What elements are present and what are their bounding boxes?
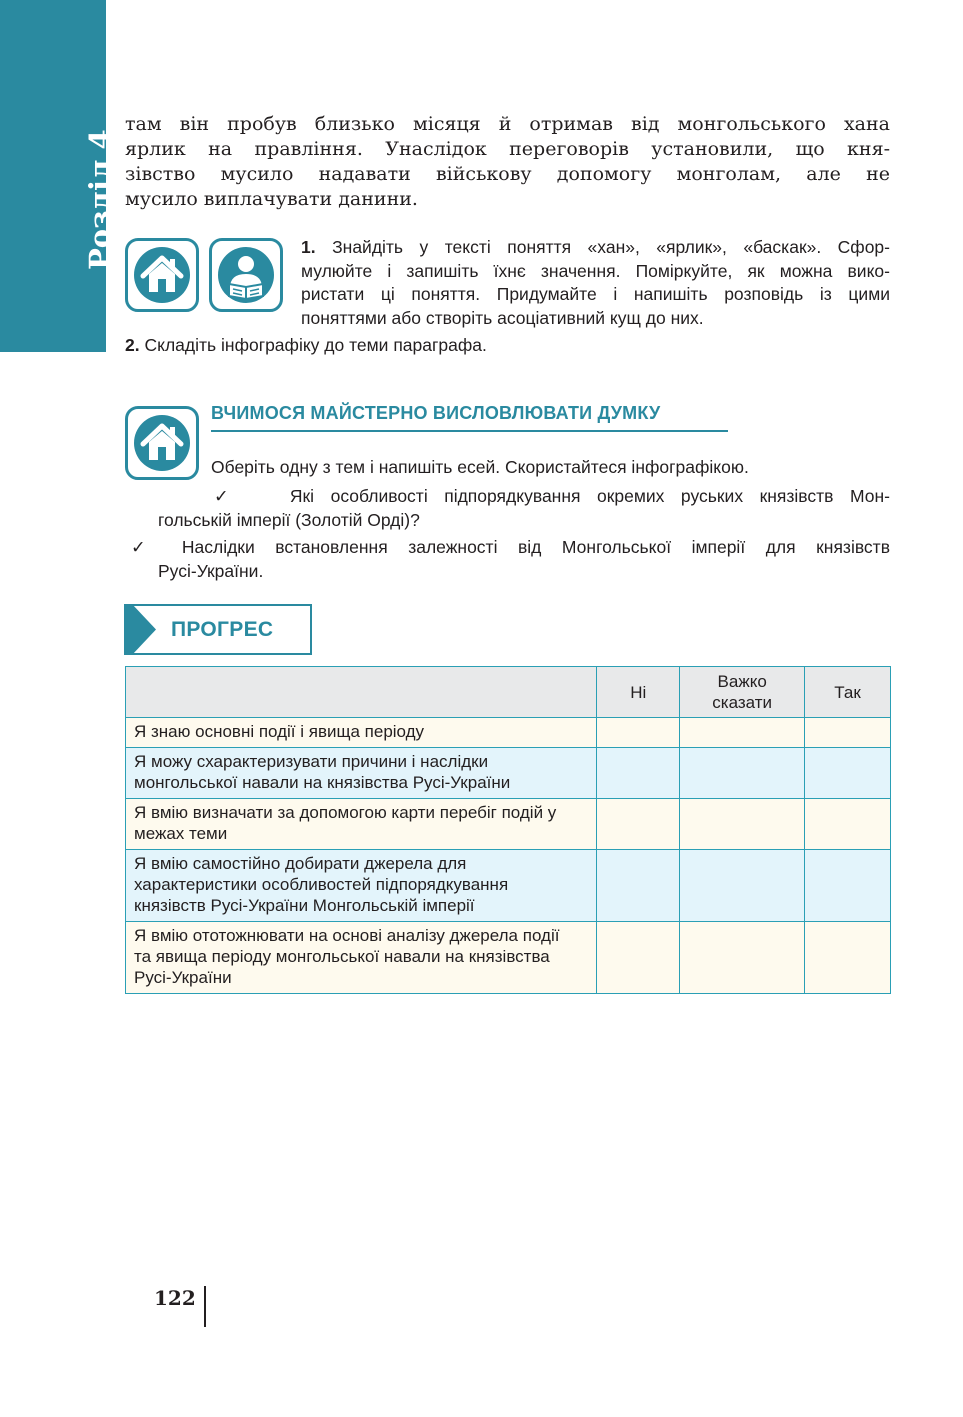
answer-cell-hard-to-say[interactable] <box>680 922 805 994</box>
answer-cell-yes[interactable] <box>805 922 891 994</box>
chapter-label: Розділ 4 <box>83 129 117 270</box>
column-header-hard-to-say: Важко сказати <box>680 667 805 718</box>
answer-cell-no[interactable] <box>597 850 680 922</box>
answer-cell-no[interactable] <box>597 799 680 850</box>
statement-cell: Я можу схарактеризувати причини і наслідки монгольської навали на князівства Русі-України <box>126 748 597 799</box>
essay-topic-2-text: Наслідки встановлення залежності від Монгольської імперії для князівств <box>181 537 890 557</box>
task-1-line: ристати ці поняття. Придумайте і напишіть розповідь із цими <box>301 284 890 304</box>
task-1-number: 1. <box>301 237 316 257</box>
table-header-row <box>126 667 891 718</box>
answer-cell-hard-to-say[interactable] <box>680 799 805 850</box>
essay-topic-2 <box>131 535 890 583</box>
task-2 <box>125 334 487 358</box>
task-2-number: 2. <box>125 335 140 355</box>
progress-banner <box>124 604 312 655</box>
table-row <box>126 922 891 994</box>
progress-table <box>125 666 891 994</box>
table-row <box>126 799 891 850</box>
check-mark-icon: ✓ <box>214 486 241 506</box>
body-line: там він пробув близько місяця й отримав від монгольського хана <box>125 113 890 135</box>
answer-cell-yes[interactable] <box>805 718 891 748</box>
task-1-line: поняттями або створіть асоціативний кущ до них. <box>301 307 704 328</box>
statement-cell: Я вмію визначати за допомогою карти перебіг подій у межах теми <box>126 799 597 850</box>
answer-cell-yes[interactable] <box>805 799 891 850</box>
essay-topic-1-line: гольській імперії (Золотій Орді)? <box>158 510 420 530</box>
reader-icon <box>209 238 283 312</box>
table-row <box>126 850 891 922</box>
answer-cell-no[interactable] <box>597 748 680 799</box>
essay-topic-2-line: Русі-України. <box>158 561 264 581</box>
answer-cell-yes[interactable] <box>805 850 891 922</box>
house-icon <box>125 238 199 312</box>
essay-topic-1 <box>158 484 890 532</box>
page-number-divider <box>204 1286 206 1327</box>
column-header-no: Ні <box>597 667 680 718</box>
essay-topic-1-line <box>158 484 890 508</box>
table-row <box>126 718 891 748</box>
chapter-side-tab <box>0 0 117 352</box>
answer-cell-hard-to-say[interactable] <box>680 718 805 748</box>
body-line: мусило виплачувати данини. <box>125 188 418 210</box>
essay-section-heading: ВЧИМОСЯ МАЙСТЕРНО ВИСЛОВЛЮВАТИ ДУМКУ <box>211 403 728 432</box>
column-header-yes: Так <box>805 667 891 718</box>
answer-cell-hard-to-say[interactable] <box>680 748 805 799</box>
answer-cell-hard-to-say[interactable] <box>680 850 805 922</box>
answer-cell-no[interactable] <box>597 922 680 994</box>
page-number: 122 <box>154 1286 196 1310</box>
task-1-line-text: Знайдіть у тексті поняття «хан», «ярлик», «баскак». Сфор- <box>332 237 890 257</box>
statement-cell: Я вмію ототожнювати на основі аналізу джерела події та явища періоду монгольської навали на князівства Русі-України <box>126 922 597 994</box>
essay-intro: Оберіть одну з тем і напишіть есей. Скористайтеся інфографікою. <box>211 457 749 477</box>
task-2-text: Складіть інфографіку до теми параграфа. <box>144 335 487 355</box>
house-icon <box>125 406 199 480</box>
task-1 <box>301 236 890 330</box>
statement-cell: Я вмію самостійно добирати джерела для характеристики особливостей підпорядкування князівств Русі-України Монгольській імперії <box>126 850 597 922</box>
body-paragraph <box>125 112 890 212</box>
table-row <box>126 748 891 799</box>
arrow-right-icon <box>124 604 158 655</box>
check-mark-icon: ✓ <box>131 537 162 557</box>
body-line: зівство мусило надавати військову допомогу монголам, але не <box>125 163 890 185</box>
statement-cell: Я знаю основні події і явища періоду <box>126 718 597 748</box>
essay-topic-1-text: Які особливості підпорядкування окремих руських князівств Мон- <box>289 486 890 506</box>
task-1-line: мулюйте і запишіть їхнє значення. Поміркуйте, як можна вико- <box>301 260 890 281</box>
column-header-statement <box>126 667 597 718</box>
progress-title: ПРОГРЕС <box>171 618 274 641</box>
answer-cell-yes[interactable] <box>805 748 891 799</box>
task-1-line <box>301 236 890 260</box>
answer-cell-no[interactable] <box>597 718 680 748</box>
essay-topic-2-line <box>131 535 890 559</box>
body-line: ярлик на правління. Унаслідок переговорів установили, що кня- <box>125 138 890 160</box>
